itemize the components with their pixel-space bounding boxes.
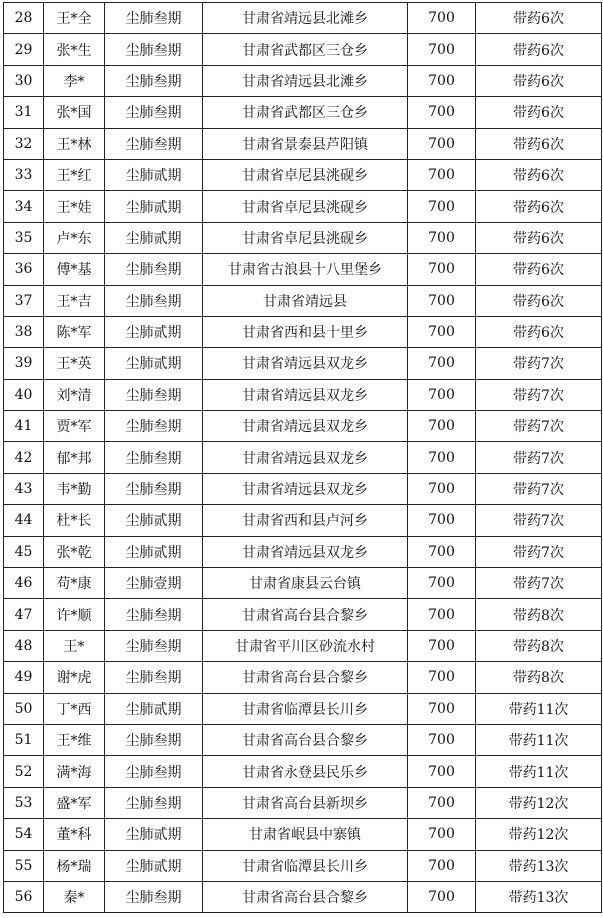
- cell-number: 53: [4, 787, 44, 818]
- table-row: [4, 348, 602, 379]
- cell-status: 带药11次: [476, 724, 602, 755]
- cell-name: 李*: [44, 65, 105, 96]
- table-row: [4, 881, 602, 912]
- cell-status: 带药7次: [476, 411, 602, 442]
- cell-stage: 尘肺叁期: [105, 3, 203, 34]
- cell-name: 王*娃: [44, 191, 105, 222]
- cell-number: 29: [4, 34, 44, 65]
- cell-status: 带药7次: [476, 473, 602, 504]
- table-row: [4, 724, 602, 755]
- cell-name: 杨*瑞: [44, 850, 105, 881]
- cell-stage: 尘肺叁期: [105, 599, 203, 630]
- table-row: [4, 662, 602, 693]
- cell-address: 甘肃省岷县中寨镇: [203, 819, 408, 850]
- table-row: [4, 473, 602, 504]
- cell-amount: 700: [408, 191, 476, 222]
- cell-amount: 700: [408, 3, 476, 34]
- cell-address: 甘肃省临潭县长川乡: [203, 850, 408, 881]
- cell-status: 带药13次: [476, 881, 602, 912]
- cell-address: 甘肃省武都区三仓乡: [203, 34, 408, 65]
- cell-name: 傅*基: [44, 254, 105, 285]
- cell-name: 贾*军: [44, 411, 105, 442]
- cell-amount: 700: [408, 662, 476, 693]
- cell-stage: 尘肺叁期: [105, 662, 203, 693]
- table-row: [4, 568, 602, 599]
- cell-status: 带药6次: [476, 128, 602, 159]
- cell-name: 王*: [44, 630, 105, 661]
- cell-status: 带药6次: [476, 254, 602, 285]
- cell-name: 卢*东: [44, 222, 105, 253]
- table-row: [4, 442, 602, 473]
- cell-status: 带药6次: [476, 222, 602, 253]
- cell-amount: 700: [408, 536, 476, 567]
- cell-address: 甘肃省高台县新坝乡: [203, 787, 408, 818]
- cell-amount: 700: [408, 348, 476, 379]
- table-row: [4, 693, 602, 724]
- cell-number: 44: [4, 505, 44, 536]
- cell-status: 带药12次: [476, 787, 602, 818]
- cell-number: 55: [4, 850, 44, 881]
- cell-stage: 尘肺叁期: [105, 787, 203, 818]
- cell-address: 甘肃省康县云台镇: [203, 568, 408, 599]
- cell-status: 带药7次: [476, 536, 602, 567]
- cell-number: 47: [4, 599, 44, 630]
- cell-name: 苟*康: [44, 568, 105, 599]
- cell-amount: 700: [408, 442, 476, 473]
- cell-address: 甘肃省景泰县芦阳镇: [203, 128, 408, 159]
- table-row: [4, 34, 602, 65]
- cell-address: 甘肃省靖远县双龙乡: [203, 442, 408, 473]
- cell-amount: 700: [408, 97, 476, 128]
- cell-address: 甘肃省高台县合黎乡: [203, 599, 408, 630]
- cell-address: 甘肃省靖远县双龙乡: [203, 348, 408, 379]
- cell-status: 带药13次: [476, 850, 602, 881]
- cell-address: 甘肃省临潭县长川乡: [203, 693, 408, 724]
- cell-stage: 尘肺叁期: [105, 442, 203, 473]
- cell-address: 甘肃省古浪县十八里堡乡: [203, 254, 408, 285]
- cell-number: 38: [4, 316, 44, 347]
- cell-name: 谢*虎: [44, 662, 105, 693]
- cell-stage: 尘肺叁期: [105, 473, 203, 504]
- table-row: [4, 411, 602, 442]
- cell-status: 带药6次: [476, 285, 602, 316]
- cell-stage: 尘肺叁期: [105, 724, 203, 755]
- cell-name: 王*林: [44, 128, 105, 159]
- cell-stage: 尘肺贰期: [105, 316, 203, 347]
- table-row: [4, 97, 602, 128]
- cell-status: 带药7次: [476, 505, 602, 536]
- table-row: [4, 787, 602, 818]
- cell-stage: 尘肺贰期: [105, 159, 203, 190]
- cell-status: 带药11次: [476, 756, 602, 787]
- cell-status: 带药7次: [476, 442, 602, 473]
- table-row: [4, 819, 602, 850]
- table-row: [4, 128, 602, 159]
- cell-number: 37: [4, 285, 44, 316]
- cell-stage: 尘肺贰期: [105, 819, 203, 850]
- cell-address: 甘肃省卓尼县洮砚乡: [203, 222, 408, 253]
- cell-stage: 尘肺贰期: [105, 222, 203, 253]
- cell-number: 52: [4, 756, 44, 787]
- cell-status: 带药8次: [476, 630, 602, 661]
- cell-amount: 700: [408, 411, 476, 442]
- cell-number: 48: [4, 630, 44, 661]
- cell-number: 45: [4, 536, 44, 567]
- cell-name: 丁*西: [44, 693, 105, 724]
- cell-number: 54: [4, 819, 44, 850]
- table-row: [4, 316, 602, 347]
- cell-number: 31: [4, 97, 44, 128]
- cell-name: 陈*军: [44, 316, 105, 347]
- cell-name: 满*海: [44, 756, 105, 787]
- cell-amount: 700: [408, 850, 476, 881]
- cell-amount: 700: [408, 505, 476, 536]
- table-row: [4, 756, 602, 787]
- cell-address: 甘肃省靖远县双龙乡: [203, 536, 408, 567]
- cell-amount: 700: [408, 34, 476, 65]
- cell-stage: 尘肺贰期: [105, 850, 203, 881]
- cell-status: 带药6次: [476, 191, 602, 222]
- cell-address: 甘肃省西和县卢河乡: [203, 505, 408, 536]
- cell-address: 甘肃省武都区三仓乡: [203, 97, 408, 128]
- cell-number: 43: [4, 473, 44, 504]
- cell-name: 董*科: [44, 819, 105, 850]
- cell-stage: 尘肺贰期: [105, 348, 203, 379]
- cell-name: 韦*勤: [44, 473, 105, 504]
- cell-name: 秦*: [44, 881, 105, 912]
- cell-number: 28: [4, 3, 44, 34]
- table-row: [4, 536, 602, 567]
- cell-address: 甘肃省高台县合黎乡: [203, 724, 408, 755]
- cell-status: 带药7次: [476, 348, 602, 379]
- cell-stage: 尘肺叁期: [105, 97, 203, 128]
- cell-stage: 尘肺贰期: [105, 505, 203, 536]
- cell-amount: 700: [408, 724, 476, 755]
- cell-stage: 尘肺贰期: [105, 693, 203, 724]
- cell-number: 33: [4, 159, 44, 190]
- cell-number: 49: [4, 662, 44, 693]
- cell-amount: 700: [408, 630, 476, 661]
- cell-address: 甘肃省平川区砂流水村: [203, 630, 408, 661]
- cell-status: 带药7次: [476, 568, 602, 599]
- cell-amount: 700: [408, 473, 476, 504]
- cell-number: 32: [4, 128, 44, 159]
- cell-amount: 700: [408, 316, 476, 347]
- cell-amount: 700: [408, 379, 476, 410]
- table-row: [4, 379, 602, 410]
- cell-stage: 尘肺叁期: [105, 285, 203, 316]
- cell-name: 郁*邦: [44, 442, 105, 473]
- cell-status: 带药8次: [476, 662, 602, 693]
- cell-status: 带药7次: [476, 379, 602, 410]
- cell-number: 42: [4, 442, 44, 473]
- table-row: [4, 159, 602, 190]
- table-row: [4, 599, 602, 630]
- cell-amount: 700: [408, 819, 476, 850]
- cell-stage: 尘肺叁期: [105, 630, 203, 661]
- table-row: [4, 850, 602, 881]
- cell-address: 甘肃省永登县民乐乡: [203, 756, 408, 787]
- table-row: [4, 3, 602, 34]
- cell-status: 带药6次: [476, 159, 602, 190]
- table-body: [4, 3, 602, 913]
- cell-address: 甘肃省高台县合黎乡: [203, 662, 408, 693]
- cell-address: 甘肃省靖远县北滩乡: [203, 3, 408, 34]
- cell-name: 张*生: [44, 34, 105, 65]
- table-row: [4, 285, 602, 316]
- cell-address: 甘肃省靖远县双龙乡: [203, 473, 408, 504]
- cell-stage: 尘肺叁期: [105, 34, 203, 65]
- cell-status: 带药6次: [476, 3, 602, 34]
- cell-number: 50: [4, 693, 44, 724]
- cell-status: 带药6次: [476, 34, 602, 65]
- cell-number: 46: [4, 568, 44, 599]
- cell-number: 34: [4, 191, 44, 222]
- cell-stage: 尘肺叁期: [105, 254, 203, 285]
- cell-name: 张*乾: [44, 536, 105, 567]
- cell-stage: 尘肺叁期: [105, 881, 203, 912]
- cell-status: 带药8次: [476, 599, 602, 630]
- table-row: [4, 505, 602, 536]
- cell-number: 30: [4, 65, 44, 96]
- table-row: [4, 254, 602, 285]
- cell-status: 带药6次: [476, 65, 602, 96]
- cell-stage: 尘肺叁期: [105, 128, 203, 159]
- cell-name: 王*英: [44, 348, 105, 379]
- cell-name: 王*红: [44, 159, 105, 190]
- cell-name: 张*国: [44, 97, 105, 128]
- cell-stage: 尘肺贰期: [105, 536, 203, 567]
- cell-status: 带药6次: [476, 97, 602, 128]
- cell-status: 带药11次: [476, 693, 602, 724]
- cell-name: 王*全: [44, 3, 105, 34]
- table-row: [4, 65, 602, 96]
- cell-stage: 尘肺叁期: [105, 411, 203, 442]
- cell-name: 杜*长: [44, 505, 105, 536]
- cell-name: 王*维: [44, 724, 105, 755]
- table-row: [4, 630, 602, 661]
- cell-amount: 700: [408, 881, 476, 912]
- cell-name: 盛*军: [44, 787, 105, 818]
- cell-number: 35: [4, 222, 44, 253]
- cell-amount: 700: [408, 599, 476, 630]
- cell-address: 甘肃省靖远县: [203, 285, 408, 316]
- cell-address: 甘肃省卓尼县洮砚乡: [203, 159, 408, 190]
- cell-stage: 尘肺壹期: [105, 568, 203, 599]
- cell-name: 刘*清: [44, 379, 105, 410]
- table-row: [4, 191, 602, 222]
- cell-stage: 尘肺叁期: [105, 65, 203, 96]
- cell-address: 甘肃省靖远县双龙乡: [203, 379, 408, 410]
- table-row: [4, 222, 602, 253]
- cell-amount: 700: [408, 285, 476, 316]
- cell-number: 36: [4, 254, 44, 285]
- cell-address: 甘肃省西和县十里乡: [203, 316, 408, 347]
- cell-name: 王*吉: [44, 285, 105, 316]
- cell-amount: 700: [408, 128, 476, 159]
- cell-amount: 700: [408, 222, 476, 253]
- cell-status: 带药12次: [476, 819, 602, 850]
- cell-number: 41: [4, 411, 44, 442]
- cell-address: 甘肃省靖远县北滩乡: [203, 65, 408, 96]
- cell-address: 甘肃省靖远县双龙乡: [203, 411, 408, 442]
- cell-amount: 700: [408, 756, 476, 787]
- cell-amount: 700: [408, 693, 476, 724]
- cell-name: 许*顺: [44, 599, 105, 630]
- cell-stage: 尘肺叁期: [105, 379, 203, 410]
- cell-stage: 尘肺贰期: [105, 191, 203, 222]
- cell-number: 40: [4, 379, 44, 410]
- cell-amount: 700: [408, 159, 476, 190]
- cell-number: 51: [4, 724, 44, 755]
- cell-amount: 700: [408, 787, 476, 818]
- cell-number: 39: [4, 348, 44, 379]
- cell-stage: 尘肺叁期: [105, 756, 203, 787]
- cell-status: 带药6次: [476, 316, 602, 347]
- patient-table: [3, 2, 602, 913]
- cell-number: 56: [4, 881, 44, 912]
- cell-amount: 700: [408, 254, 476, 285]
- cell-address: 甘肃省卓尼县洮砚乡: [203, 191, 408, 222]
- cell-address: 甘肃省高台县合黎乡: [203, 881, 408, 912]
- cell-amount: 700: [408, 65, 476, 96]
- cell-amount: 700: [408, 568, 476, 599]
